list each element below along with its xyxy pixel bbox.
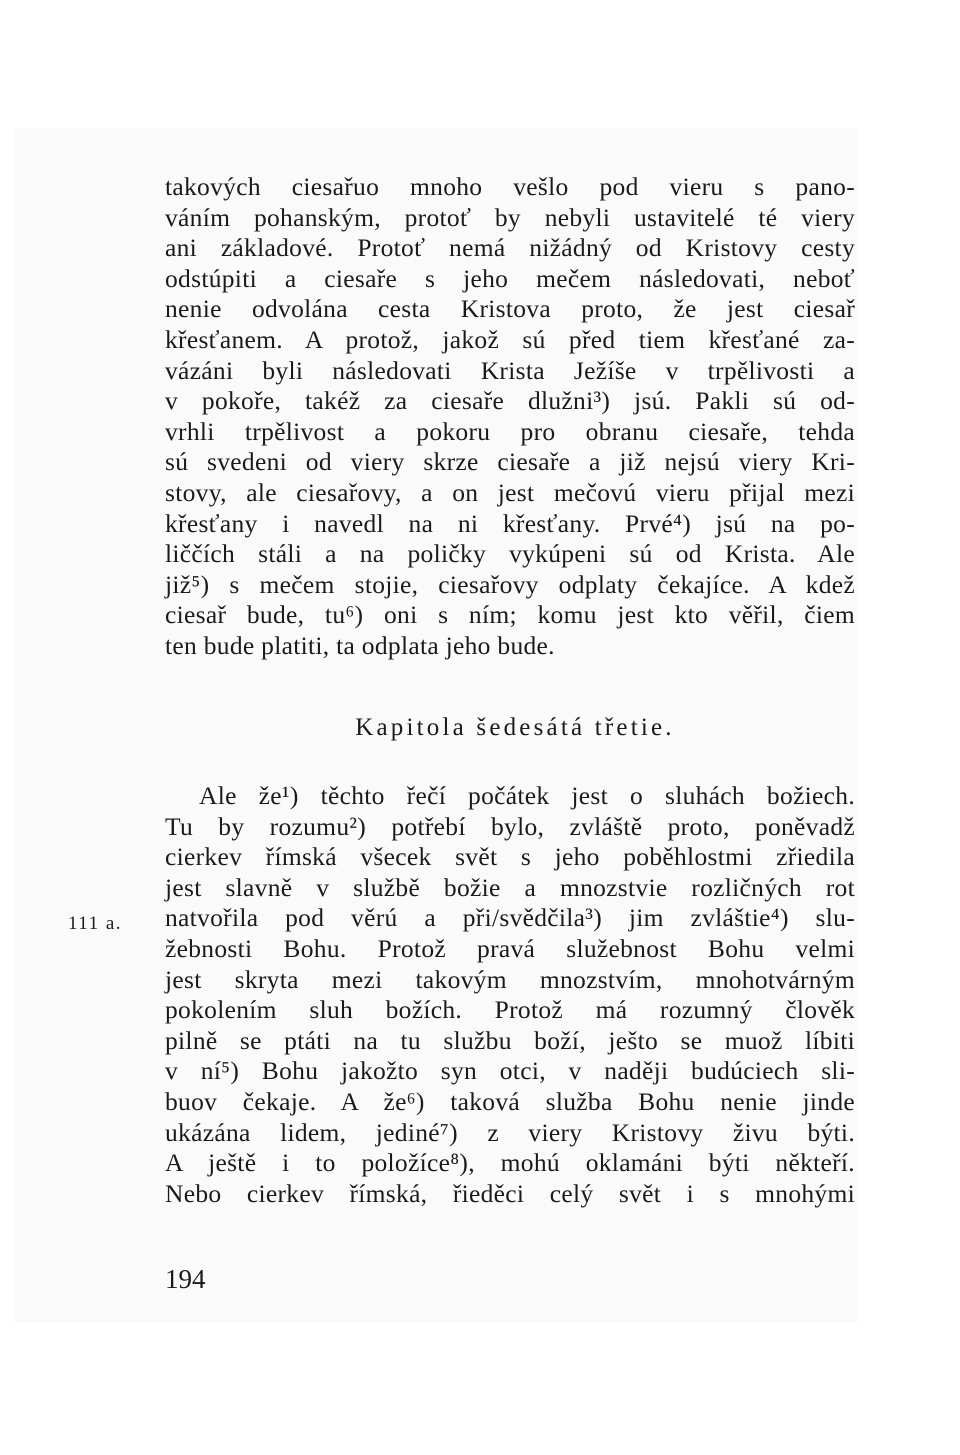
text-line: nenie odvolána cesta Kristova proto, že jest ciesař bbox=[165, 294, 855, 324]
text-line: natvořila pod věrú a při/svědčila³) jim zvláštie⁴) slu- bbox=[165, 903, 855, 933]
text-line: žebnosti Bohu. Protož pravá služebnost Bohu velmi bbox=[165, 933, 855, 963]
text-line: takových ciesařuo mnoho vešlo pod vieru s pano- bbox=[165, 172, 855, 201]
text-line: křesťanem. A protož, jakož sú před tiem křesťané za- bbox=[165, 324, 855, 354]
text-line: ciesař bude, tu⁶) oni s ním; komu jest kto věřil, čiem bbox=[165, 600, 855, 630]
text-line: křesťany i navedl na ni křesťany. Prvé⁴) jsú na po- bbox=[165, 508, 855, 538]
text-line: odstúpiti a ciesaře s jeho mečem následovati, neboť bbox=[165, 263, 855, 293]
text-line: Tu by rozumu²) potřebí bylo, zvláště proto, poněvadž bbox=[165, 811, 855, 841]
text-line: jest slavně v službě božie a mnozstvie rozličných rot bbox=[165, 872, 855, 902]
page-number: 194 bbox=[165, 1264, 206, 1294]
text-line: ani základové. Protoť nemá nižádný od Kristovy cesty bbox=[165, 233, 855, 263]
text-line: v ní⁵) Bohu jakožto syn otci, v naději budúciech sli- bbox=[165, 1056, 855, 1086]
text-line: pilně se ptáti na tu službu boží, ješto se muož líbiti bbox=[165, 1025, 855, 1055]
text-line: cierkev římská všecek svět s jeho poběhlostmi zřiedila bbox=[165, 842, 855, 872]
text-line: liččích stáli a na poličky vykúpeni sú od Krista. Ale bbox=[165, 539, 855, 569]
text-line: váním pohanským, protoť by nebyli ustavitelé té viery bbox=[165, 202, 855, 232]
text-line: stovy, ale ciesařovy, a on jest mečovú vieru přijal mezi bbox=[165, 477, 855, 507]
text-line: pokolením sluh božích. Protož má rozumný člověk bbox=[165, 995, 855, 1025]
paragraph-1 bbox=[165, 172, 855, 662]
text-line: v pokoře, takéž za ciesaře dlužni³) jsú. Pakli sú od- bbox=[165, 386, 855, 416]
text-line: ten bude platiti, ta odplata jeho bude. bbox=[165, 630, 555, 660]
text-line: ukázána lidem, jediné⁷) z viery Kristovy živu býti. bbox=[165, 1117, 855, 1147]
text-line: A ještě i to položíce⁸), mohú oklamáni býti někteří. bbox=[165, 1148, 855, 1178]
margin-note: 111 a. bbox=[68, 913, 123, 934]
text-line: Nebo cierkev římská, řieděci celý svět i s mnohými bbox=[165, 1178, 855, 1208]
text-line: jest skryta mezi takovým mnozstvím, mnohotvárným bbox=[165, 964, 855, 994]
paragraph-2 bbox=[165, 781, 855, 1209]
text-line: buov čekaje. A že⁶) taková služba Bohu nenie jinde bbox=[165, 1086, 855, 1116]
text-line: vázáni byli následovati Krista Ježíše v trpělivosti a bbox=[165, 355, 855, 385]
text-line: již⁵) s mečem stojie, ciesařovy odplaty čekajíce. A kdež bbox=[165, 569, 855, 599]
text-line: sú svedeni od viery skrze ciesaře a již nejsú viery Kri- bbox=[165, 447, 855, 477]
text-line: vrhli trpělivost a pokoru pro obranu ciesaře, tehda bbox=[165, 416, 855, 446]
chapter-heading: Kapitola šedesátá třetie. bbox=[355, 714, 675, 741]
text-line: Ale že¹) těchto řečí počátek jest o sluhách božiech. bbox=[199, 781, 855, 810]
